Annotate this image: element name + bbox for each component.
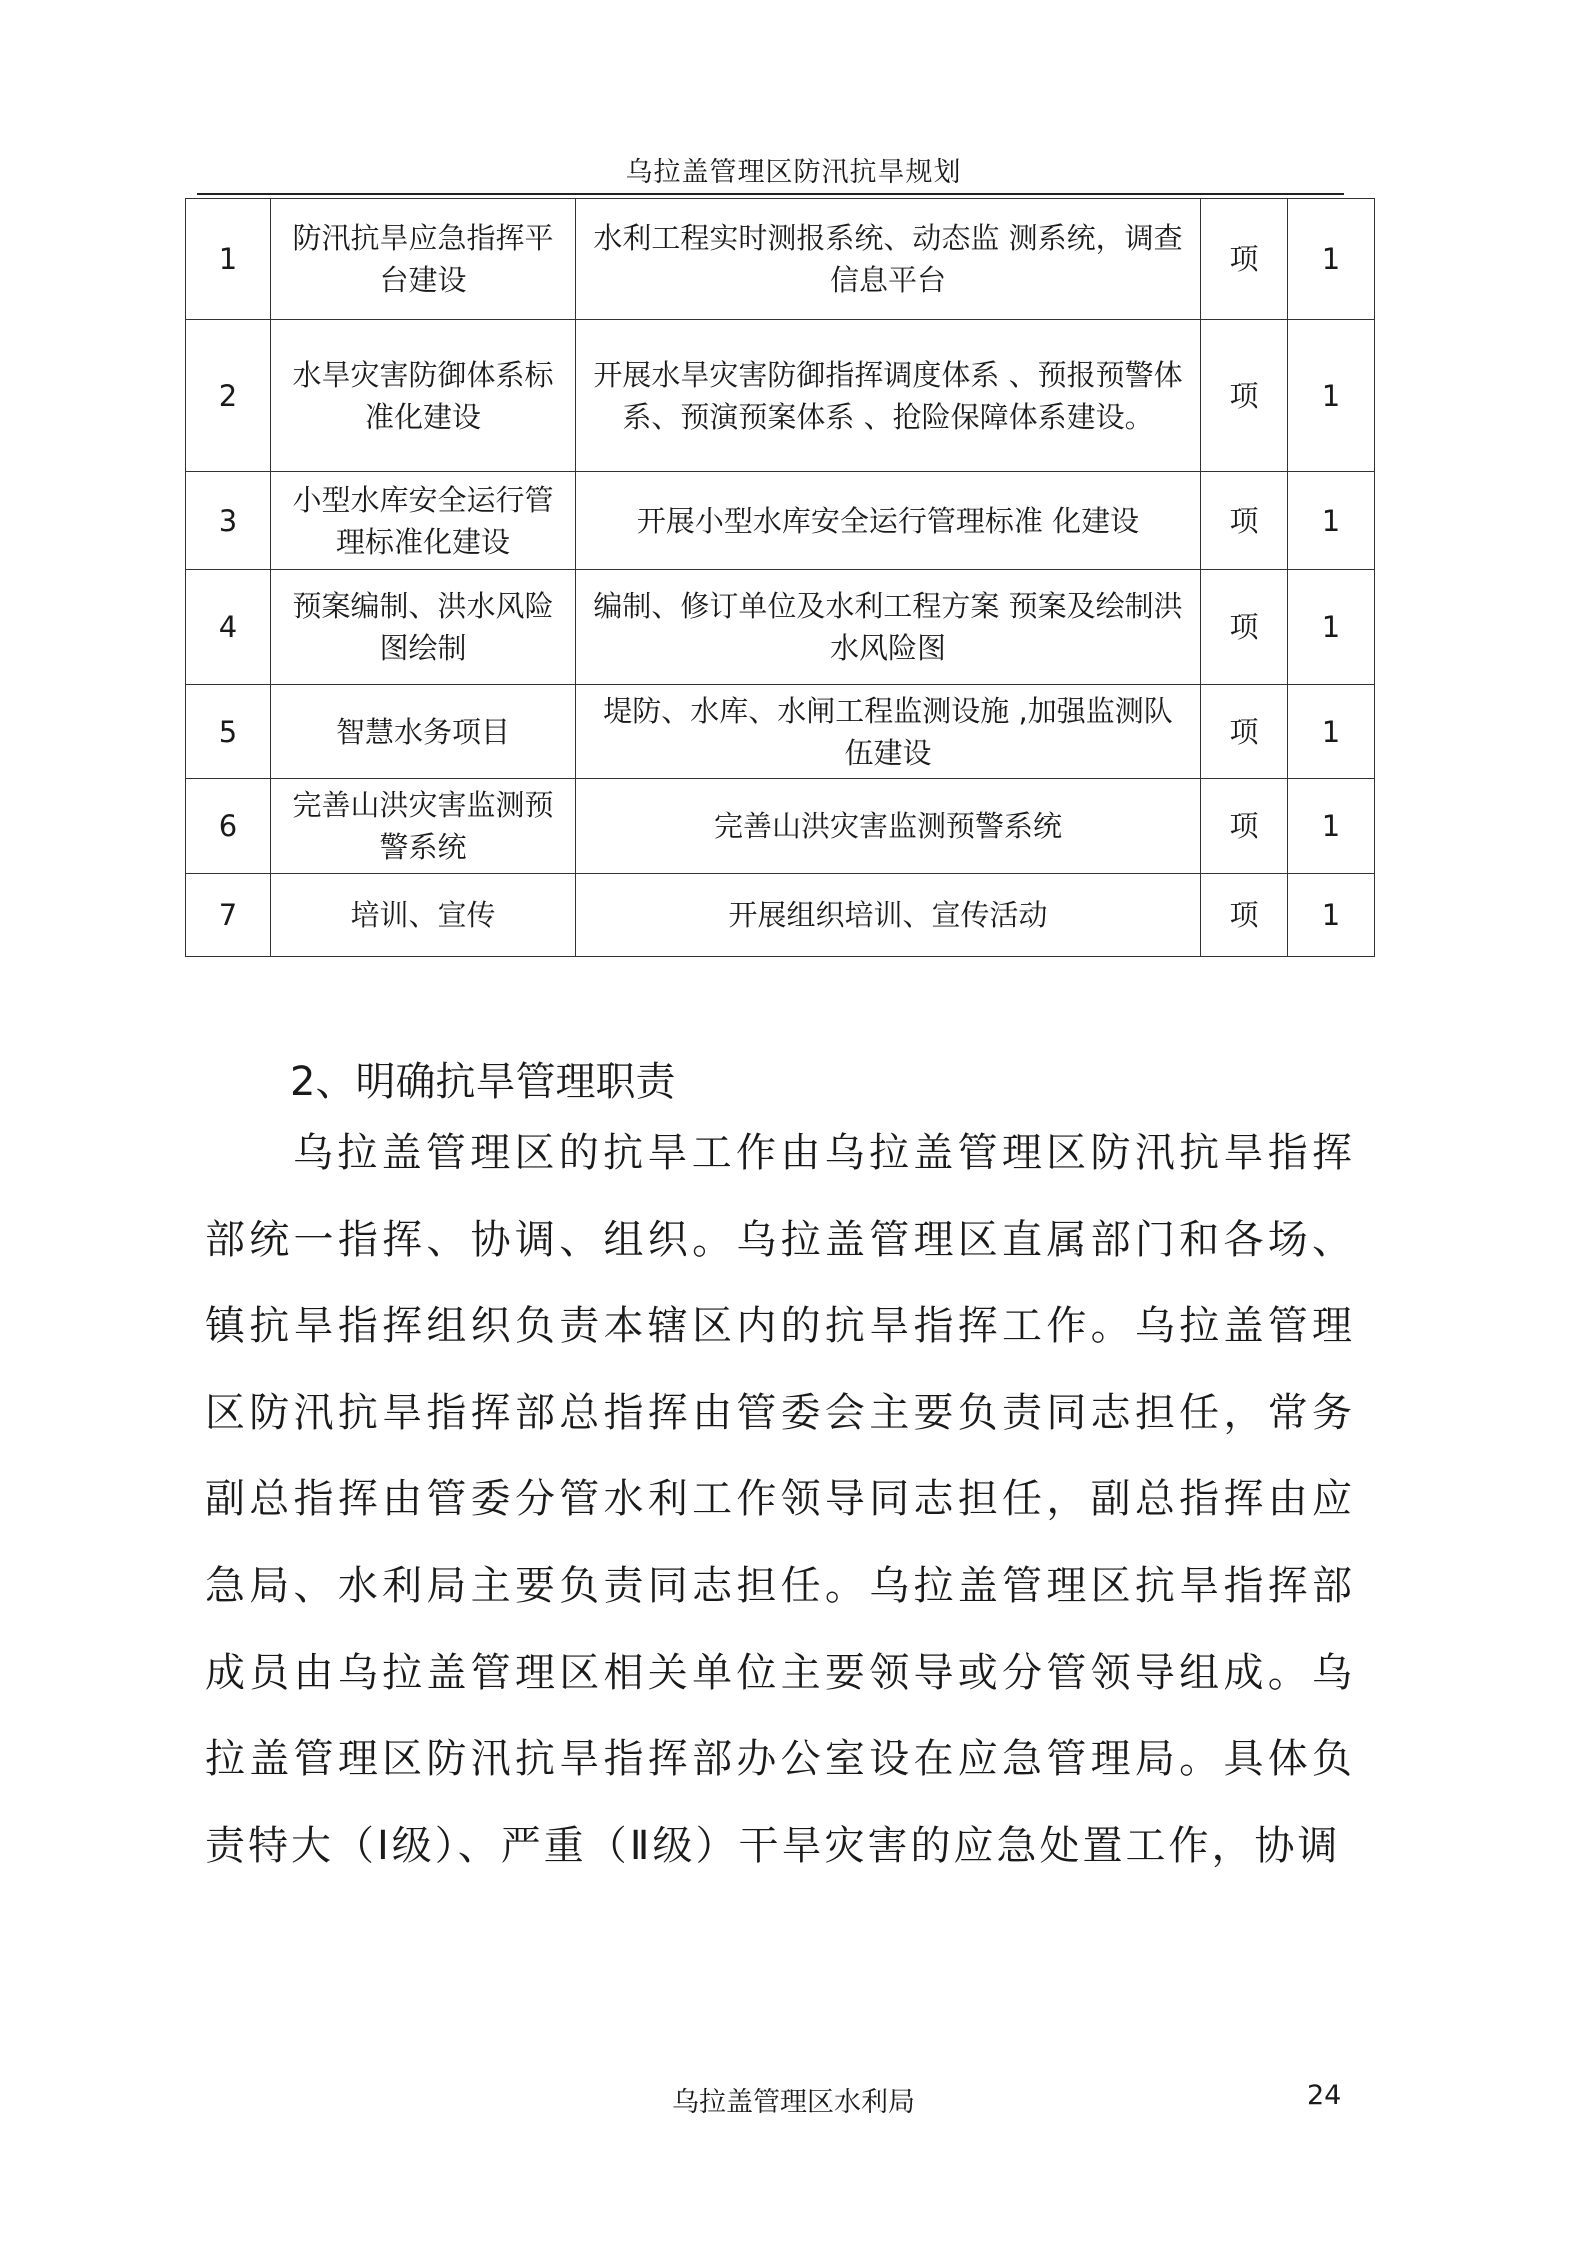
project-quantity: 1 <box>1288 472 1375 570</box>
row-number: 6 <box>186 779 271 874</box>
project-name: 完善山洪灾害监测预警系统 <box>271 779 576 874</box>
project-name: 智慧水务项目 <box>271 685 576 779</box>
project-name: 培训、宣传 <box>271 874 576 957</box>
row-number: 7 <box>186 874 271 957</box>
row-number: 1 <box>186 199 271 320</box>
project-content: 开展组织培训、宣传活动 <box>576 874 1201 957</box>
project-name: 水旱灾害防御体系标准化建设 <box>271 320 576 472</box>
table-row <box>186 685 1375 779</box>
project-quantity: 1 <box>1288 874 1375 957</box>
project-name: 预案编制、洪水风险图绘制 <box>271 570 576 685</box>
project-unit: 项 <box>1201 472 1288 570</box>
project-quantity: 1 <box>1288 320 1375 472</box>
project-quantity: 1 <box>1288 199 1375 320</box>
footer-organization: 乌拉盖管理区水利局 <box>672 2087 915 2118</box>
project-unit: 项 <box>1201 320 1288 472</box>
project-content: 水利工程实时测报系统、动态监 测系统，调查信息平台 <box>576 199 1201 320</box>
section-heading: 2、明确抗旱管理职责 <box>290 1059 676 1105</box>
project-table <box>185 198 1375 957</box>
table-row <box>186 320 1375 472</box>
row-number: 4 <box>186 570 271 685</box>
project-unit: 项 <box>1201 199 1288 320</box>
header-divider <box>197 193 1344 195</box>
table-row <box>186 472 1375 570</box>
table-row <box>186 779 1375 874</box>
project-content: 编制、修订单位及水利工程方案 预案及绘制洪水风险图 <box>576 570 1201 685</box>
project-name: 防汛抗旱应急指挥平台建设 <box>271 199 576 320</box>
project-content: 完善山洪灾害监测预警系统 <box>576 779 1201 874</box>
project-content: 开展水旱灾害防御指挥调度体系 、预报预警体系、预演预案体系 、抢险保障体系建设。 <box>576 320 1201 472</box>
project-content: 开展小型水库安全运行管理标准 化建设 <box>576 472 1201 570</box>
project-unit: 项 <box>1201 685 1288 779</box>
project-unit: 项 <box>1201 874 1288 957</box>
project-quantity: 1 <box>1288 685 1375 779</box>
project-unit: 项 <box>1201 779 1288 874</box>
page-header-title: 乌拉盖管理区防汛抗旱规划 <box>625 157 962 188</box>
project-name: 小型水库安全运行管理标准化建设 <box>271 472 576 570</box>
table-row <box>186 874 1375 957</box>
table-row <box>186 199 1375 320</box>
project-quantity: 1 <box>1288 779 1375 874</box>
page-number: 24 <box>1307 2080 1342 2111</box>
row-number: 2 <box>186 320 271 472</box>
body-paragraph: 乌拉盖管理区的抗旱工作由乌拉盖管理区防汛抗旱指挥部统一指挥、协调、组织。乌拉盖管理区直属部门和各场、镇抗旱指挥组织负责本辖区内的抗旱指挥工作。乌拉盖管理区防汛抗旱指挥部总指挥由管委会主要负责同志担任，常务副总指挥由管委分管水利工作领导同志担任，副总指挥由应急局、水利局主要负责同志担任。乌拉盖管理区抗旱指挥部成员由乌拉盖管理区相关单位主要领导或分管领导组成。乌拉盖管理区防汛抗旱指挥部办公室设在应急管理局。具体负责特大（Ⅰ级）、严重（Ⅱ级）干旱灾害的应急处置工作，协调 <box>205 1130 1355 1869</box>
table-row <box>186 570 1375 685</box>
project-quantity: 1 <box>1288 570 1375 685</box>
row-number: 3 <box>186 472 271 570</box>
project-content: 堤防、水库、水闸工程监测设施 ,加强监测队伍建设 <box>576 685 1201 779</box>
row-number: 5 <box>186 685 271 779</box>
project-unit: 项 <box>1201 570 1288 685</box>
